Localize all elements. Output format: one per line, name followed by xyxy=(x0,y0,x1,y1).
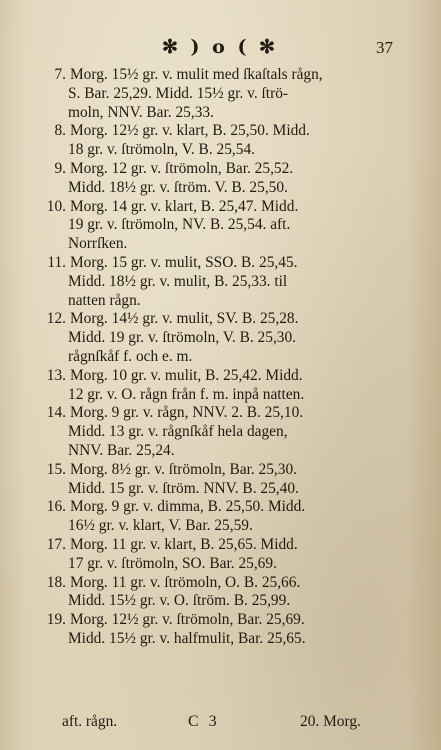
entry-text: Morg. 14 gr. v. klart, B. 25,47. Midd. xyxy=(70,197,299,215)
entry-text: Morg. 11 gr. v. klart, B. 25,65. Midd. xyxy=(70,535,298,553)
page-number: 37 xyxy=(376,38,393,57)
entry-continuation-line: NNV. Bar. 25,24. xyxy=(68,441,175,459)
entry-day-number: 13. xyxy=(46,366,66,384)
page-header xyxy=(0,36,441,62)
log-entry xyxy=(30,611,410,649)
entry-text: Morg. 9 gr. v. dimma, B. 25,50. Midd. xyxy=(70,498,306,516)
entry-text: Morg. 15 gr. v. mulit, SSO. B. 25,45. xyxy=(70,253,298,271)
entry-day-number: 15. xyxy=(46,460,66,478)
entry-continuation-line: S. Bar. 25,29. Midd. 15½ gr. v. ſtrö- xyxy=(68,84,289,102)
entry-first-line xyxy=(30,404,410,423)
entry-text: Morg. 9 gr. v. rågn, NNV. 2. B. 25,10. xyxy=(70,404,304,422)
log-entry xyxy=(30,198,410,254)
entry-first-line xyxy=(30,66,410,85)
entry-first-line xyxy=(30,498,410,517)
entry-continuation-line: 16½ gr. v. klart, V. Bar. 25,59. xyxy=(68,517,253,535)
entry-first-line xyxy=(30,198,410,217)
entry-continuation-line: Midd. 15 gr. v. ſtröm. NNV. B. 25,40. xyxy=(68,479,299,497)
entry-continuation-line: Midd. 18½ gr. v. mulit, B. 25,33. til xyxy=(68,272,288,290)
entry-continuation-line: rågnſkåf f. och e. m. xyxy=(68,347,193,365)
entry-first-line xyxy=(30,254,410,273)
entry-continuation-line: Midd. 18½ gr. v. ſtröm. V. B. 25,50. xyxy=(68,178,288,196)
entry-day-number: 17. xyxy=(46,535,66,553)
entry-day-number: 9. xyxy=(54,159,66,177)
catchword: 20. Morg. xyxy=(300,713,361,730)
entry-continuation-line: Midd. 15½ gr. v. halfmulit, Bar. 25,65. xyxy=(68,629,306,647)
entry-day-number: 19. xyxy=(46,611,66,629)
log-entry xyxy=(30,536,410,574)
entry-first-line xyxy=(30,310,410,329)
entry-continuation-line: Norrſken. xyxy=(68,235,128,253)
entry-continuation-line: 12 gr. v. O. rågn från f. m. inpå natten. xyxy=(68,385,305,403)
log-entry xyxy=(30,254,410,310)
entry-first-line xyxy=(30,611,410,630)
entry-text: Morg. 8½ gr. v. ſtrömoln, Bar. 25,30. xyxy=(70,460,298,478)
entry-continuation-line: 19 gr. v. ſtrömoln, NV. B. 25,54. aft. xyxy=(68,216,291,234)
entry-first-line xyxy=(30,574,410,593)
log-entry xyxy=(30,367,410,405)
entry-day-number: 12. xyxy=(46,310,66,328)
log-entry xyxy=(30,310,410,366)
entry-day-number: 10. xyxy=(46,197,66,215)
entry-first-line xyxy=(30,122,410,141)
entry-continuation-line: 17 gr. v. ſtrömoln, SO. Bar. 25,69. xyxy=(68,554,277,572)
entry-text: Morg. 12 gr. v. ſtrömoln, Bar. 25,52. xyxy=(70,159,294,177)
entry-day-number: 7. xyxy=(54,66,66,83)
entry-text: Morg. 12½ gr. v. ſtrömoln, Bar. 25,69. xyxy=(70,611,305,629)
entry-text: Morg. 12½ gr. v. klart, B. 25,50. Midd. xyxy=(70,122,310,140)
log-entry xyxy=(30,574,410,612)
entry-text: Morg. 10 gr. v. mulit, B. 25,42. Midd. xyxy=(70,366,303,384)
log-entry xyxy=(30,160,410,198)
entry-text: Morg. 11 gr. v. ſtrömoln, O. B. 25,66. xyxy=(70,573,301,591)
entry-19-final-line: aft. rågn. xyxy=(62,713,118,730)
entry-continuation-line: moln, NNV. Bar. 25,33. xyxy=(68,103,214,121)
entry-day-number: 11. xyxy=(47,253,66,271)
entry-continuation-line: Midd. 15½ gr. v. O. ſtröm. B. 25,99. xyxy=(68,592,291,610)
entry-continuation-line: Midd. 19 gr. v. ſtrömoln, V. B. 25,30. xyxy=(68,329,297,347)
entry-first-line xyxy=(30,536,410,555)
entry-day-number: 18. xyxy=(46,573,66,591)
log-entry xyxy=(30,404,410,460)
weather-log-entries xyxy=(30,66,410,649)
entry-day-number: 8. xyxy=(54,122,66,140)
entry-first-line xyxy=(30,367,410,386)
log-entry xyxy=(30,461,410,499)
entry-continuation-line: Midd. 13 gr. v. rågnſkåf hela dagen, xyxy=(68,423,288,441)
log-entry xyxy=(30,66,410,122)
entry-continuation-line: natten rågn. xyxy=(68,291,141,309)
entry-text: Morg. 15½ gr. v. mulit med ſkaſtals rågn, xyxy=(70,66,323,83)
entry-day-number: 14. xyxy=(46,404,66,422)
entry-text: Morg. 14½ gr. v. mulit, SV. B. 25,28. xyxy=(70,310,299,328)
header-ornament: ✻ ) o ( ✻ xyxy=(162,36,278,58)
page-footer xyxy=(0,713,441,733)
entry-first-line xyxy=(30,461,410,480)
entry-day-number: 16. xyxy=(46,498,66,516)
log-entry xyxy=(30,498,410,536)
entry-first-line xyxy=(30,160,410,179)
entry-continuation-line: 18 gr. v. ſtrömoln, V. B. 25,54. xyxy=(68,141,255,159)
log-entry xyxy=(30,122,410,160)
signature-mark: C 3 xyxy=(188,713,220,730)
